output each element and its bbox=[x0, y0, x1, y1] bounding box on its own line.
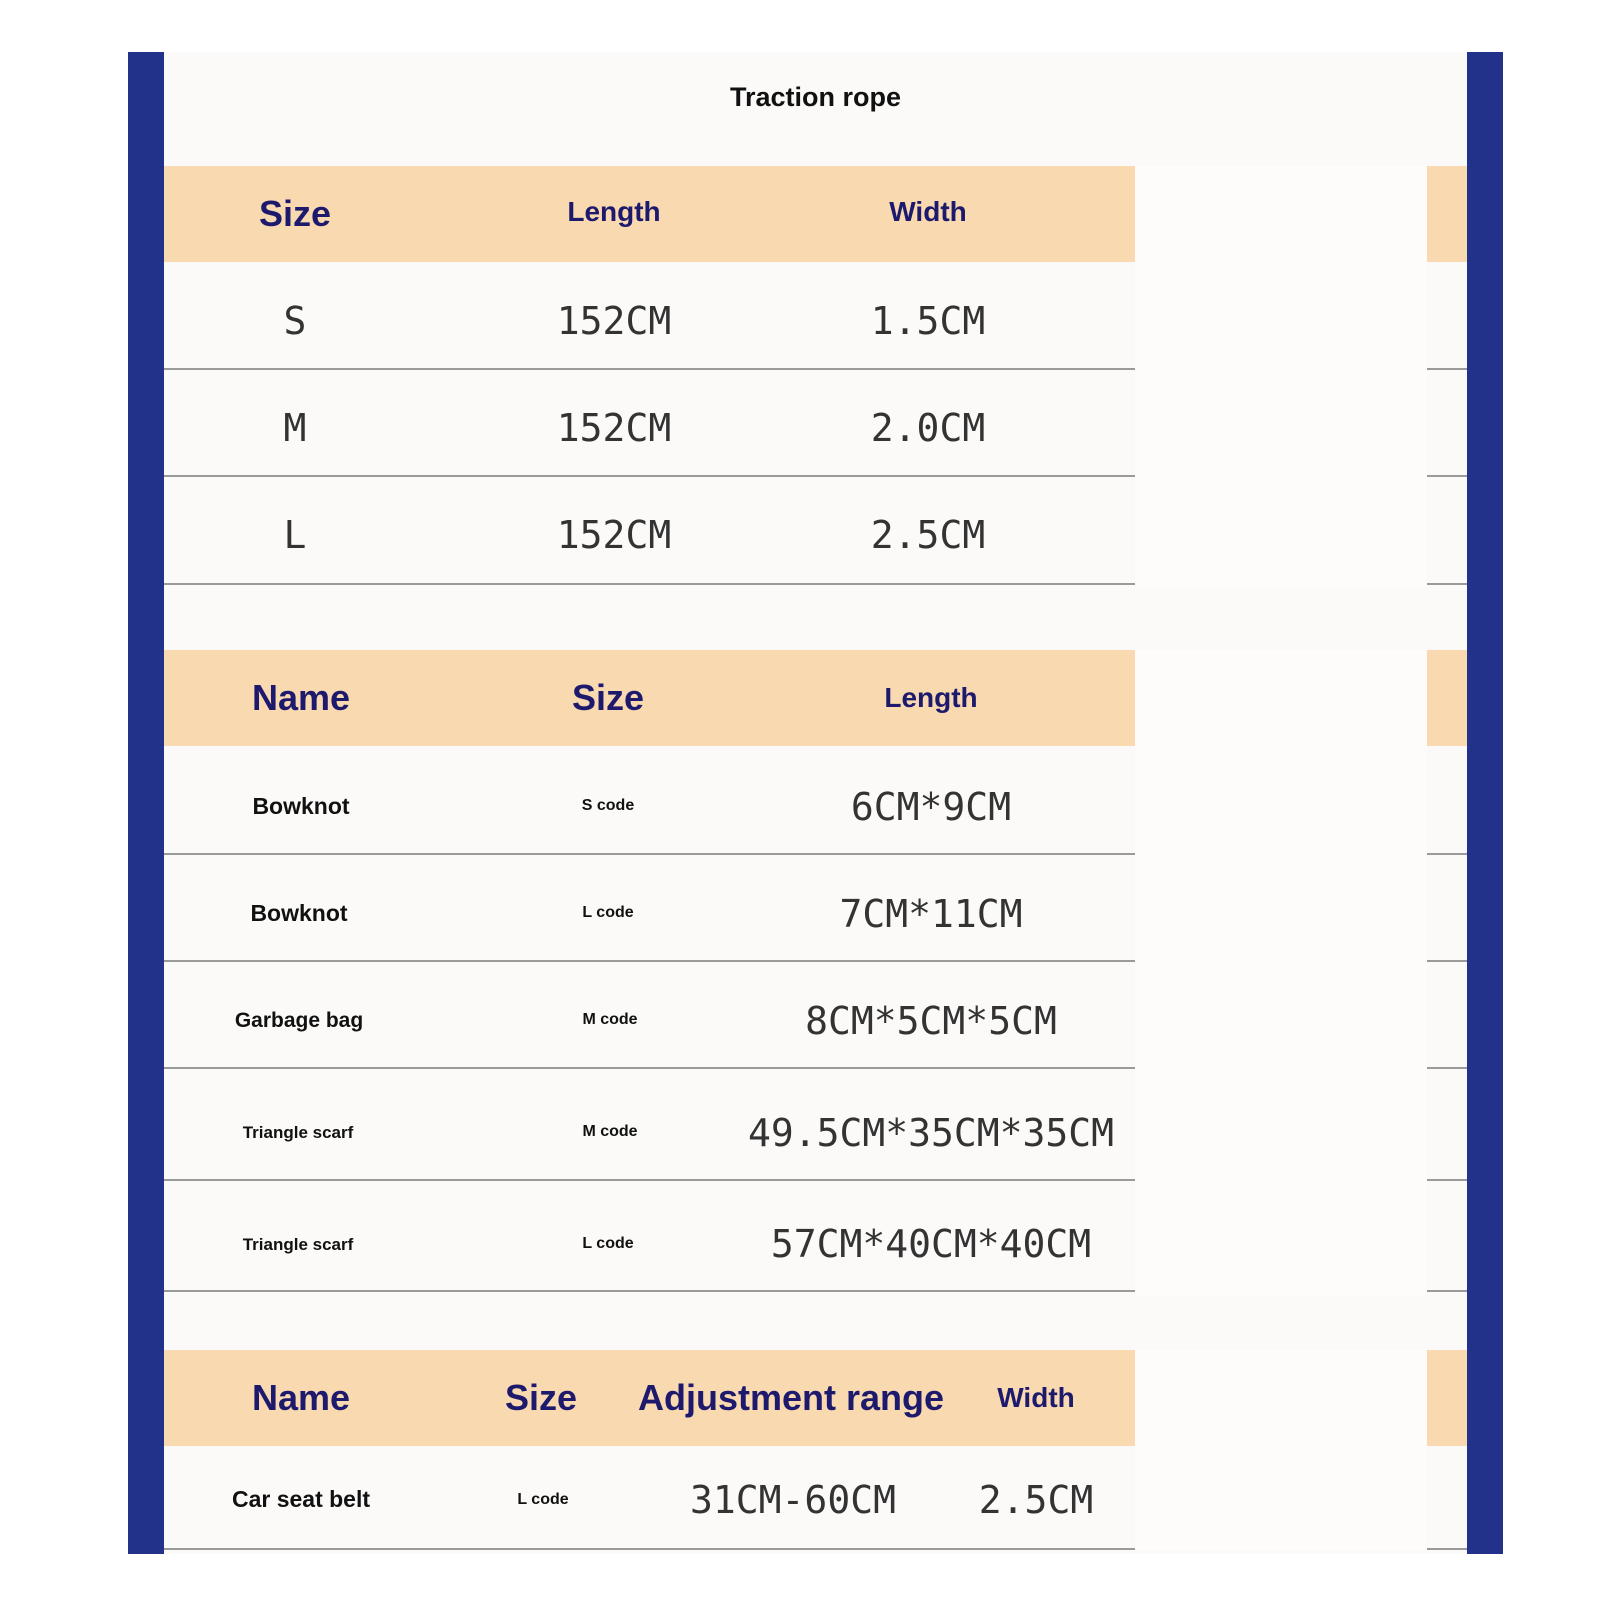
cell-width: 2.5CM bbox=[978, 1478, 1094, 1522]
blank-column-segment bbox=[1135, 166, 1427, 262]
cell-name: Triangle scarf bbox=[242, 1123, 354, 1142]
blank-column-segment bbox=[1135, 1446, 1427, 1550]
cell-length: 152CM bbox=[556, 299, 672, 343]
cell-width: 2.5CM bbox=[870, 513, 986, 557]
header-name: Name bbox=[251, 677, 351, 718]
blank-column-segment bbox=[1135, 262, 1427, 587]
blank-column-segment bbox=[1135, 650, 1427, 1295]
header-size: Size bbox=[504, 1377, 578, 1418]
cell-length: 57CM*40CM*40CM bbox=[770, 1222, 1092, 1266]
header-size: Size bbox=[571, 677, 645, 718]
header-size: Size bbox=[258, 193, 332, 234]
cell-width: 1.5CM bbox=[870, 299, 986, 343]
left-side-bar bbox=[128, 52, 164, 1554]
cell-size: S code bbox=[581, 797, 635, 814]
cell-length: 49.5CM*35CM*35CM bbox=[747, 1111, 1115, 1155]
cell-size: L code bbox=[517, 1491, 569, 1508]
cell-name: Triangle scarf bbox=[242, 1235, 354, 1254]
cell-name: Bowknot bbox=[250, 900, 348, 926]
cell-length: 152CM bbox=[556, 406, 672, 450]
cell-size: M code bbox=[582, 1123, 638, 1140]
cell-length: 8CM*5CM*5CM bbox=[805, 999, 1057, 1043]
header-name: Name bbox=[251, 1377, 351, 1418]
cell-size: L code bbox=[582, 1235, 634, 1252]
blank-column-segment bbox=[1135, 1350, 1427, 1446]
header-length: Length bbox=[884, 682, 978, 713]
cell-width: 2.0CM bbox=[870, 406, 986, 450]
cell-size: L code bbox=[582, 904, 634, 921]
cell-name: Car seat belt bbox=[231, 1486, 371, 1512]
header-width: Width bbox=[997, 1382, 1075, 1413]
cell-size: S bbox=[283, 299, 307, 343]
cell-name: Garbage bag bbox=[234, 1009, 364, 1032]
cell-name: Bowknot bbox=[252, 793, 350, 819]
cell-adjustment-range: 31CM-60CM bbox=[690, 1478, 896, 1522]
header-width: Width bbox=[889, 196, 967, 227]
page-title: Traction rope bbox=[729, 82, 902, 112]
cell-length: 152CM bbox=[556, 513, 672, 557]
cell-size: L bbox=[283, 513, 307, 557]
right-side-bar bbox=[1467, 52, 1503, 1554]
cell-size: M bbox=[283, 406, 307, 450]
cell-length: 7CM*11CM bbox=[839, 892, 1023, 936]
header-adjustment-range: Adjustment range bbox=[637, 1377, 945, 1418]
cell-length: 6CM*9CM bbox=[850, 785, 1012, 829]
header-length: Length bbox=[567, 196, 661, 227]
cell-size: M code bbox=[582, 1011, 638, 1028]
